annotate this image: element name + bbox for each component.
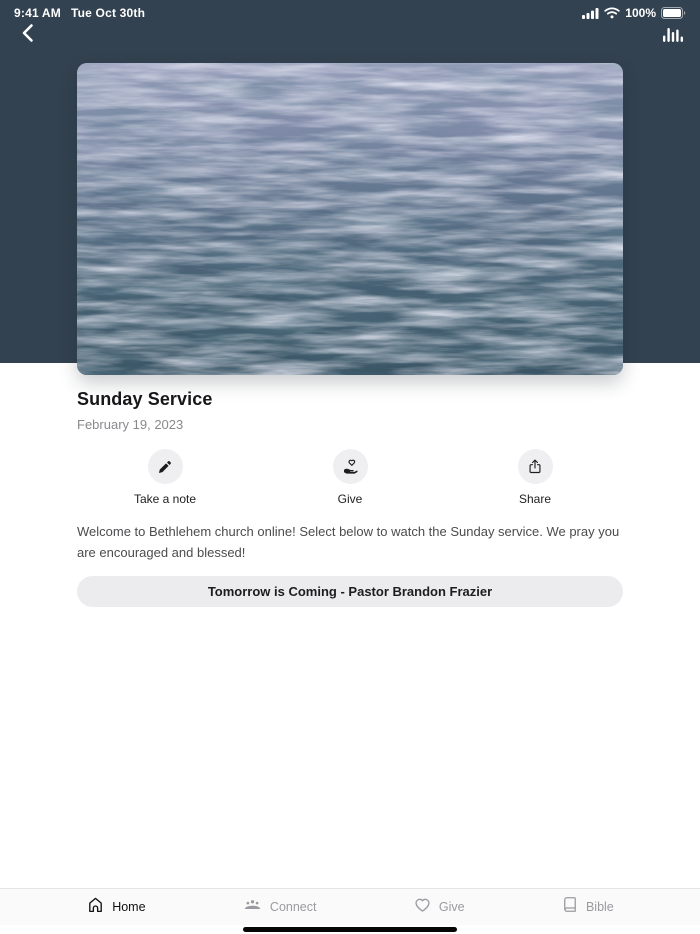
people-icon [242,895,263,919]
status-bar [0,0,700,22]
take-note-label: Take a note [133,492,197,506]
give-label: Give [337,492,363,506]
nav-bar [0,20,700,50]
cellular-signal-icon [582,8,599,19]
pencil-icon [148,449,183,484]
home-indicator-zone [0,925,700,934]
hero-image [77,63,623,375]
page-title: Sunday Service [77,389,213,409]
bar-chart-icon [660,21,684,50]
tab-bible-label: Bible [585,900,614,914]
status-left [14,6,145,20]
share-button[interactable] [475,449,595,506]
home-indicator[interactable] [243,927,457,932]
tab-home-label: Home [112,900,146,914]
give-button[interactable] [290,449,410,506]
tab-give-label: Give [438,900,465,914]
event-description: Welcome to Bethlehem church online! Select below to watch the Sunday service. We pray you are encouraged and blessed! [77,524,620,560]
tab-home[interactable] [86,895,145,919]
status-time: 9:41 AM [14,6,61,20]
action-row [105,449,595,506]
status-date: Tue Oct 30th [70,6,146,20]
tab-connect[interactable] [242,895,317,919]
tab-connect-label: Connect [269,900,317,914]
share-icon [518,449,553,484]
chevron-left-icon [18,22,38,49]
tab-give[interactable] [413,896,465,919]
take-note-button[interactable] [105,449,225,506]
heart-icon [413,896,432,919]
content-area [0,375,700,607]
tab-bible[interactable] [561,895,614,919]
status-right [582,6,686,20]
wifi-icon [604,7,620,19]
hand-heart-icon [333,449,368,484]
tab-bar [0,888,700,925]
battery-percentage: 100% [625,6,656,20]
back-button[interactable] [13,20,43,50]
event-date: February 19, 2023 [77,417,184,432]
battery-icon [661,7,686,19]
home-icon [86,895,105,919]
book-icon [561,895,579,919]
sermon-video-button[interactable]: Tomorrow is Coming - Pastor Brandon Frazier [77,576,623,607]
share-label: Share [518,492,552,506]
stats-button[interactable] [657,20,687,50]
